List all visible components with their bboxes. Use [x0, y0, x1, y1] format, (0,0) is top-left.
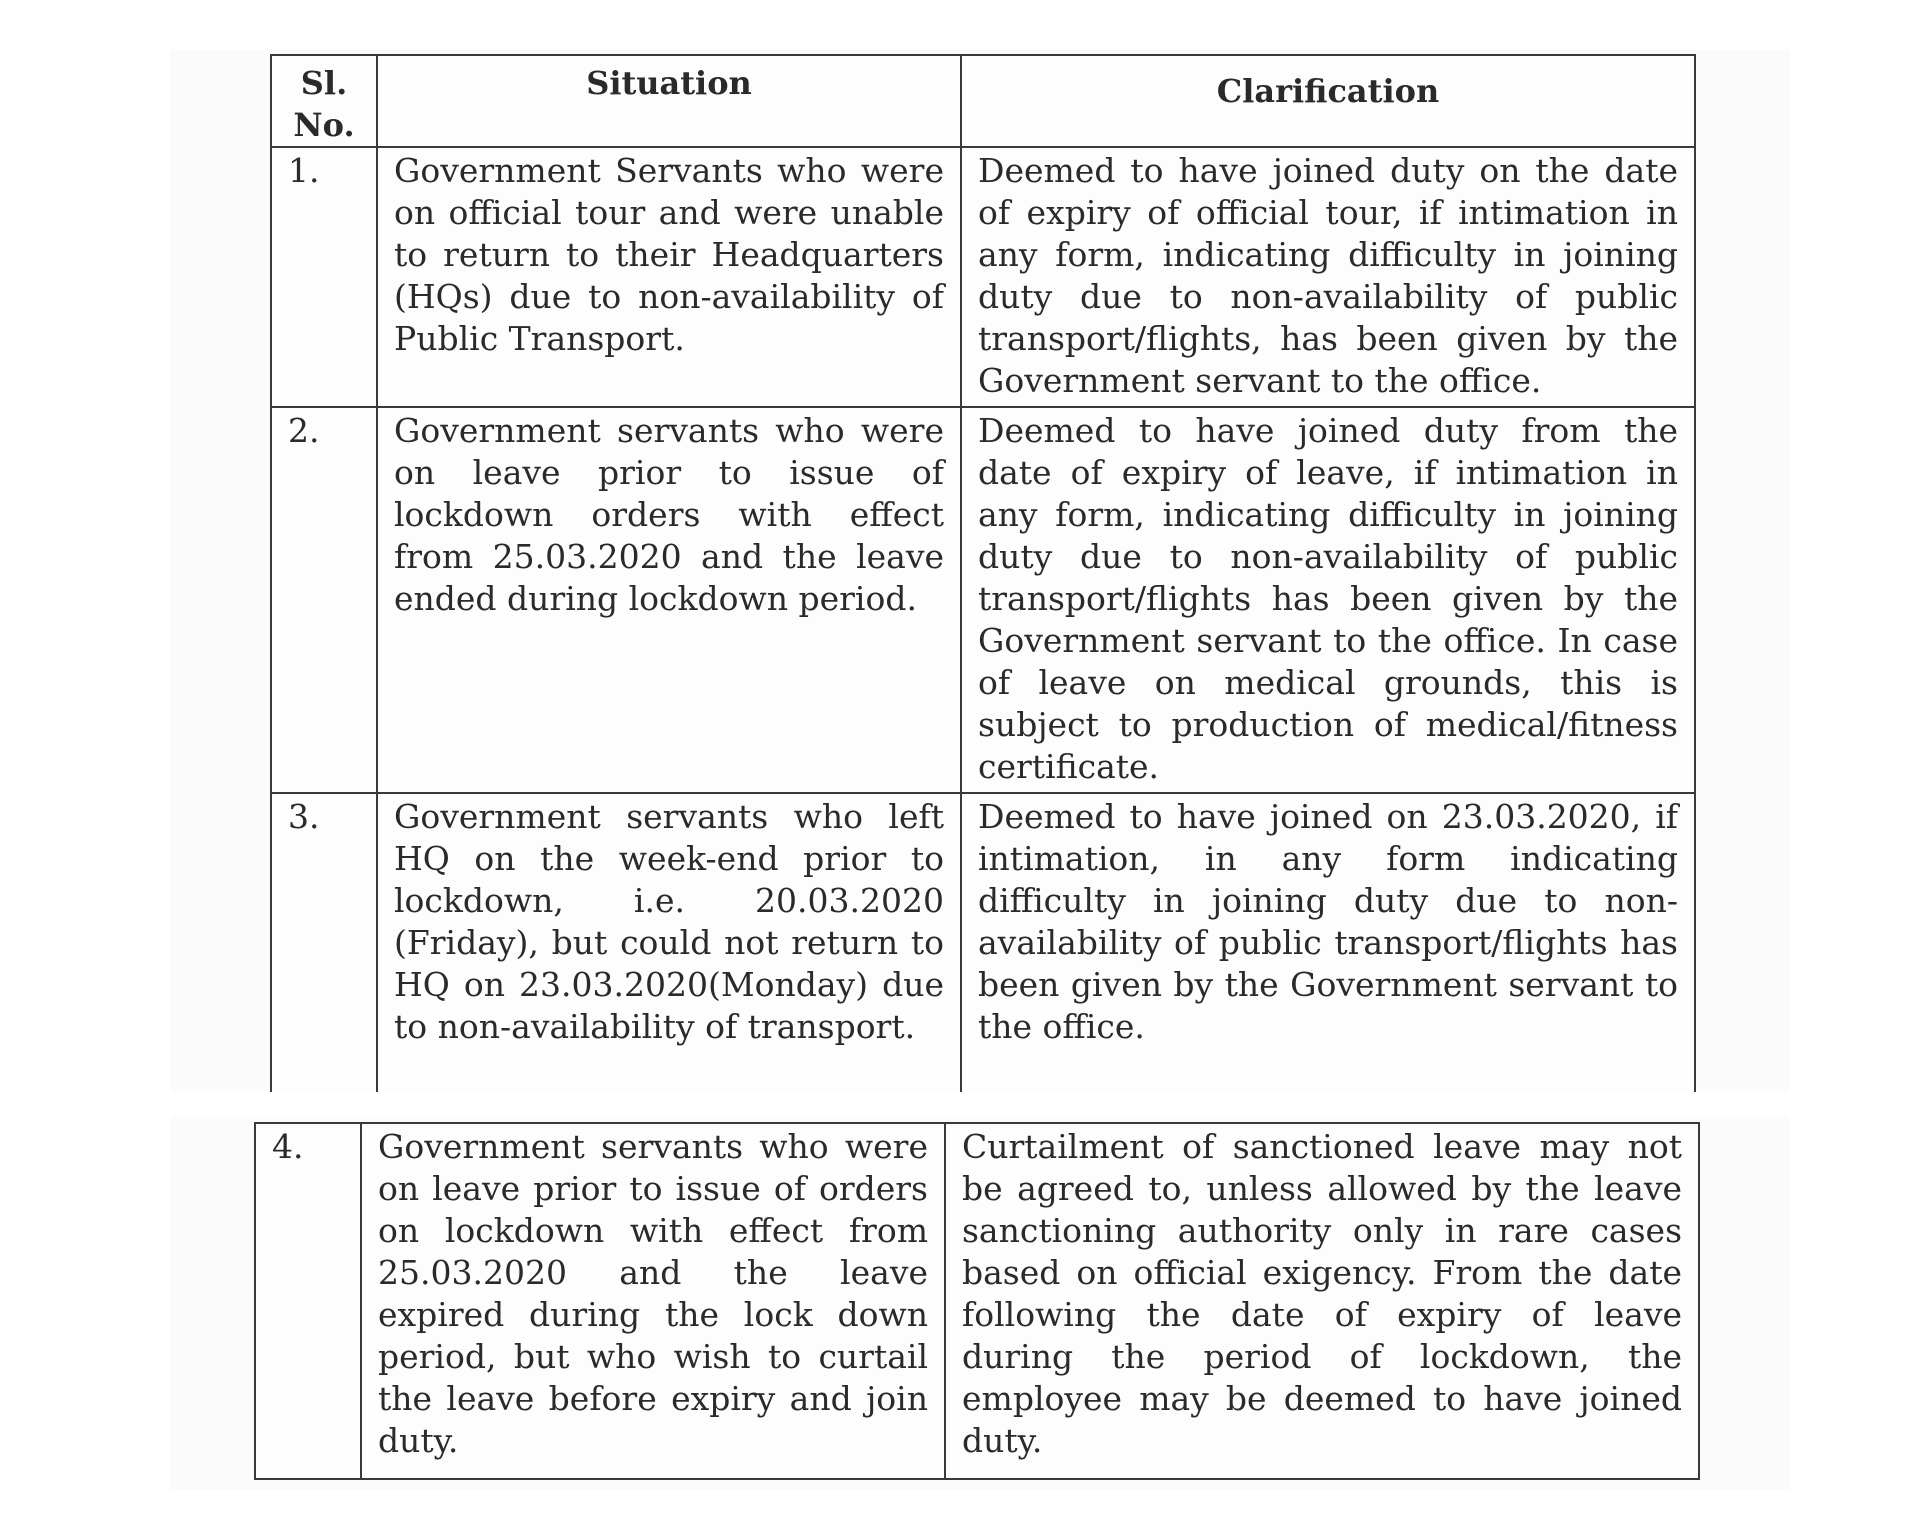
- header-sl-no: Sl. No.: [271, 55, 377, 147]
- row-situation: Government servants who left HQ on the week-end prior to lockdown, i.e. 20.03.2020 (Friday), but could not return to HQ on 23.03.2020(Monday) due to non-availability of transport.: [377, 793, 961, 1093]
- row-clarification: Curtailment of sanctioned leave may not be agreed to, unless allowed by the leave sanctioning authority only in rare cases based on official exigency. From the date following the date of expiry of leave during the period of lockdown, the employee may be deemed to have joined duty.: [945, 1123, 1699, 1479]
- header-situation: Situation: [377, 55, 961, 147]
- table-row: [271, 407, 1695, 793]
- header-clarification: Clarification: [961, 55, 1695, 147]
- table-row: [255, 1123, 1699, 1479]
- row-number: 2.: [271, 407, 377, 793]
- row-situation: Government Servants who were on official tour and were unable to return to their Headquarters (HQs) due to non-availability of Public Transport.: [377, 147, 961, 407]
- clarification-table: [270, 54, 1696, 1094]
- clarification-table-continued: [254, 1122, 1700, 1480]
- row-clarification: Deemed to have joined duty on the date of expiry of official tour, if intimation in any form, indicating difficulty in joining duty due to non-availability of public transport/flights, has been given by the Government servant to the office.: [961, 147, 1695, 407]
- row-number: 3.: [271, 793, 377, 1093]
- row-clarification: Deemed to have joined duty from the date of expiry of leave, if intimation in any form, indicating difficulty in joining duty due to non-availability of public transport/flights has been given by the Government servant to the office. In case of leave on medical grounds, this is subject to production of medical/fitness certificate.: [961, 407, 1695, 793]
- row-number: 4.: [255, 1123, 361, 1479]
- row-situation: Government servants who were on leave prior to issue of lockdown orders with effect from 25.03.2020 and the leave ended during lockdown period.: [377, 407, 961, 793]
- table-row: [271, 793, 1695, 1093]
- row-number: 1.: [271, 147, 377, 407]
- table-row: [271, 147, 1695, 407]
- page-break-gap: [150, 1092, 1790, 1116]
- row-clarification: Deemed to have joined on 23.03.2020, if intimation, in any form indicating difficulty in joining duty due to non-availability of public transport/flights has been given by the Government servant to the office.: [961, 793, 1695, 1093]
- table-header-row: [271, 55, 1695, 147]
- row-situation: Government servants who were on leave prior to issue of orders on lockdown with effect from 25.03.2020 and the leave expired during the lock down period, but who wish to curtail the leave before expiry and join duty.: [361, 1123, 945, 1479]
